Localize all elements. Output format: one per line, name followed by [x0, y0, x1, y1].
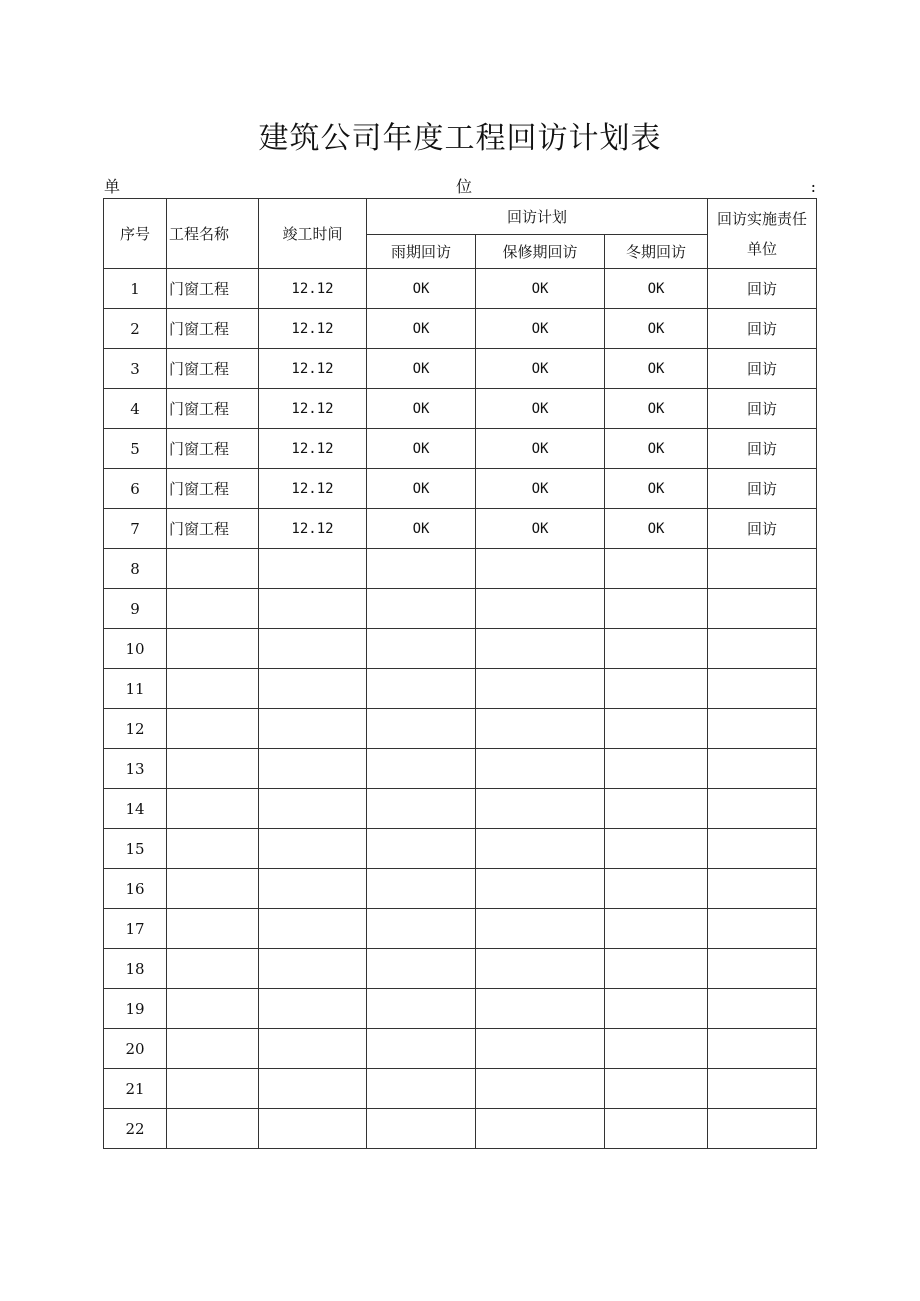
header-responsible-unit [708, 199, 817, 269]
cell-completion-time [259, 949, 367, 989]
cell-warranty-revisit [476, 909, 605, 949]
cell-warranty-revisit: OK [476, 349, 605, 389]
cell-completion-time [259, 589, 367, 629]
cell-warranty-revisit [476, 869, 605, 909]
cell-seq: 7 [104, 509, 167, 549]
cell-warranty-revisit [476, 629, 605, 669]
cell-responsible-unit [708, 669, 817, 709]
cell-completion-time: 12.12 [259, 269, 367, 309]
cell-rainy-revisit [367, 949, 476, 989]
cell-responsible-unit [708, 829, 817, 869]
cell-warranty-revisit: OK [476, 509, 605, 549]
cell-rainy-revisit: OK [367, 389, 476, 429]
table-row [104, 709, 817, 749]
cell-responsible-unit [708, 869, 817, 909]
cell-responsible-unit [708, 709, 817, 749]
cell-responsible-unit [708, 989, 817, 1029]
cell-completion-time [259, 749, 367, 789]
cell-rainy-revisit: OK [367, 349, 476, 389]
cell-completion-time [259, 789, 367, 829]
cell-completion-time [259, 549, 367, 589]
cell-winter-revisit [605, 909, 708, 949]
cell-warranty-revisit [476, 1029, 605, 1069]
cell-winter-revisit [605, 789, 708, 829]
cell-completion-time [259, 709, 367, 749]
table-row [104, 1069, 817, 1109]
cell-project-name: 门窗工程 [167, 269, 259, 309]
cell-rainy-revisit [367, 1029, 476, 1069]
header-rainy-season: 雨期回访 [367, 235, 476, 269]
cell-rainy-revisit [367, 709, 476, 749]
page-title: 建筑公司年度工程回访计划表 [258, 121, 662, 156]
table-row [104, 389, 817, 429]
cell-winter-revisit [605, 749, 708, 789]
cell-responsible-unit [708, 629, 817, 669]
table-row [104, 349, 817, 389]
table-row [104, 949, 817, 989]
cell-project-name [167, 909, 259, 949]
cell-warranty-revisit [476, 549, 605, 589]
header-revisit-plan: 回访计划 [367, 199, 708, 235]
cell-warranty-revisit: OK [476, 469, 605, 509]
cell-rainy-revisit [367, 629, 476, 669]
cell-responsible-unit: 回访 [708, 509, 817, 549]
cell-completion-time [259, 629, 367, 669]
cell-warranty-revisit [476, 589, 605, 629]
cell-seq: 5 [104, 429, 167, 469]
cell-responsible-unit [708, 549, 817, 589]
cell-warranty-revisit [476, 1069, 605, 1109]
cell-responsible-unit [708, 749, 817, 789]
cell-winter-revisit [605, 629, 708, 669]
table-row [104, 669, 817, 709]
cell-completion-time: 12.12 [259, 509, 367, 549]
cell-seq: 17 [104, 909, 167, 949]
cell-project-name [167, 1069, 259, 1109]
cell-project-name: 门窗工程 [167, 469, 259, 509]
cell-completion-time: 12.12 [259, 389, 367, 429]
cell-warranty-revisit [476, 1109, 605, 1149]
cell-winter-revisit: OK [605, 309, 708, 349]
cell-project-name [167, 949, 259, 989]
table-row [104, 429, 817, 469]
header-warranty-period: 保修期回访 [476, 235, 605, 269]
unit-label-left: 单 [104, 177, 121, 196]
cell-responsible-unit [708, 789, 817, 829]
cell-responsible-unit: 回访 [708, 349, 817, 389]
unit-label-colon: : [810, 177, 816, 196]
cell-seq: 3 [104, 349, 167, 389]
cell-warranty-revisit: OK [476, 429, 605, 469]
cell-responsible-unit: 回访 [708, 429, 817, 469]
cell-completion-time: 12.12 [259, 349, 367, 389]
cell-seq: 1 [104, 269, 167, 309]
cell-warranty-revisit [476, 789, 605, 829]
cell-project-name: 门窗工程 [167, 349, 259, 389]
cell-project-name: 门窗工程 [167, 389, 259, 429]
cell-warranty-revisit: OK [476, 389, 605, 429]
cell-warranty-revisit [476, 989, 605, 1029]
cell-seq: 12 [104, 709, 167, 749]
cell-winter-revisit [605, 1109, 708, 1149]
cell-rainy-revisit: OK [367, 429, 476, 469]
cell-rainy-revisit [367, 549, 476, 589]
cell-completion-time [259, 1069, 367, 1109]
cell-completion-time [259, 1029, 367, 1069]
cell-winter-revisit: OK [605, 269, 708, 309]
table-body [104, 269, 817, 1149]
cell-project-name [167, 749, 259, 789]
cell-project-name [167, 589, 259, 629]
cell-completion-time [259, 829, 367, 869]
header-responsible-unit-line2: 单位 [747, 239, 778, 258]
cell-rainy-revisit: OK [367, 309, 476, 349]
cell-warranty-revisit: OK [476, 269, 605, 309]
cell-completion-time [259, 1109, 367, 1149]
cell-completion-time [259, 909, 367, 949]
cell-winter-revisit [605, 989, 708, 1029]
cell-winter-revisit [605, 709, 708, 749]
cell-winter-revisit: OK [605, 469, 708, 509]
cell-winter-revisit [605, 949, 708, 989]
cell-winter-revisit [605, 1029, 708, 1069]
table-row [104, 509, 817, 549]
cell-project-name: 门窗工程 [167, 429, 259, 469]
cell-project-name [167, 869, 259, 909]
cell-project-name [167, 789, 259, 829]
cell-completion-time [259, 669, 367, 709]
cell-rainy-revisit: OK [367, 509, 476, 549]
table-row [104, 869, 817, 909]
cell-project-name: 门窗工程 [167, 309, 259, 349]
table-row [104, 629, 817, 669]
cell-seq: 15 [104, 829, 167, 869]
cell-project-name [167, 549, 259, 589]
cell-seq: 10 [104, 629, 167, 669]
cell-rainy-revisit [367, 1109, 476, 1149]
table-row [104, 789, 817, 829]
cell-project-name [167, 669, 259, 709]
cell-rainy-revisit [367, 989, 476, 1029]
cell-rainy-revisit: OK [367, 469, 476, 509]
cell-responsible-unit [708, 909, 817, 949]
cell-rainy-revisit [367, 789, 476, 829]
cell-seq: 16 [104, 869, 167, 909]
cell-seq: 18 [104, 949, 167, 989]
header-seq: 序号 [104, 199, 167, 269]
cell-winter-revisit: OK [605, 349, 708, 389]
revisit-plan-table [103, 198, 817, 1149]
cell-responsible-unit: 回访 [708, 309, 817, 349]
cell-winter-revisit: OK [605, 509, 708, 549]
cell-project-name [167, 989, 259, 1029]
cell-warranty-revisit [476, 949, 605, 989]
cell-seq: 8 [104, 549, 167, 589]
table-row [104, 989, 817, 1029]
cell-project-name [167, 829, 259, 869]
cell-rainy-revisit [367, 869, 476, 909]
cell-winter-revisit [605, 1069, 708, 1109]
cell-seq: 19 [104, 989, 167, 1029]
cell-seq: 20 [104, 1029, 167, 1069]
cell-rainy-revisit [367, 589, 476, 629]
cell-warranty-revisit [476, 669, 605, 709]
cell-warranty-revisit [476, 829, 605, 869]
cell-responsible-unit [708, 1069, 817, 1109]
table-row [104, 909, 817, 949]
table-row [104, 589, 817, 629]
cell-completion-time [259, 989, 367, 1029]
cell-completion-time: 12.12 [259, 469, 367, 509]
cell-rainy-revisit [367, 749, 476, 789]
cell-responsible-unit [708, 1109, 817, 1149]
header-completion-time: 竣工时间 [259, 199, 367, 269]
cell-responsible-unit: 回访 [708, 469, 817, 509]
cell-seq: 4 [104, 389, 167, 429]
cell-winter-revisit [605, 589, 708, 629]
cell-completion-time: 12.12 [259, 309, 367, 349]
cell-project-name [167, 1109, 259, 1149]
cell-rainy-revisit: OK [367, 269, 476, 309]
cell-seq: 13 [104, 749, 167, 789]
unit-line [104, 176, 816, 198]
cell-warranty-revisit [476, 709, 605, 749]
cell-rainy-revisit [367, 909, 476, 949]
cell-responsible-unit [708, 589, 817, 629]
cell-rainy-revisit [367, 1069, 476, 1109]
unit-label-middle: 位 [456, 177, 473, 196]
cell-completion-time [259, 869, 367, 909]
cell-project-name [167, 1029, 259, 1069]
cell-winter-revisit: OK [605, 389, 708, 429]
cell-seq: 9 [104, 589, 167, 629]
table-row [104, 749, 817, 789]
table-row [104, 549, 817, 589]
cell-project-name [167, 709, 259, 749]
cell-winter-revisit [605, 549, 708, 589]
cell-winter-revisit [605, 869, 708, 909]
cell-responsible-unit [708, 949, 817, 989]
cell-rainy-revisit [367, 829, 476, 869]
cell-responsible-unit [708, 1029, 817, 1069]
cell-seq: 11 [104, 669, 167, 709]
cell-project-name [167, 629, 259, 669]
cell-winter-revisit [605, 829, 708, 869]
header-responsible-unit-line1: 回访实施责任 [717, 209, 808, 228]
cell-project-name: 门窗工程 [167, 509, 259, 549]
table-row [104, 1029, 817, 1069]
cell-seq: 14 [104, 789, 167, 829]
table-row [104, 1109, 817, 1149]
cell-seq: 21 [104, 1069, 167, 1109]
cell-warranty-revisit: OK [476, 309, 605, 349]
cell-winter-revisit: OK [605, 429, 708, 469]
header-winter-season: 冬期回访 [605, 235, 708, 269]
cell-warranty-revisit [476, 749, 605, 789]
cell-seq: 2 [104, 309, 167, 349]
cell-responsible-unit: 回访 [708, 389, 817, 429]
cell-seq: 22 [104, 1109, 167, 1149]
header-project-name: 工程名称 [167, 199, 259, 269]
cell-winter-revisit [605, 669, 708, 709]
table-row [104, 309, 817, 349]
table-row [104, 469, 817, 509]
cell-seq: 6 [104, 469, 167, 509]
cell-responsible-unit: 回访 [708, 269, 817, 309]
table-row [104, 829, 817, 869]
table-row [104, 269, 817, 309]
cell-rainy-revisit [367, 669, 476, 709]
cell-completion-time: 12.12 [259, 429, 367, 469]
